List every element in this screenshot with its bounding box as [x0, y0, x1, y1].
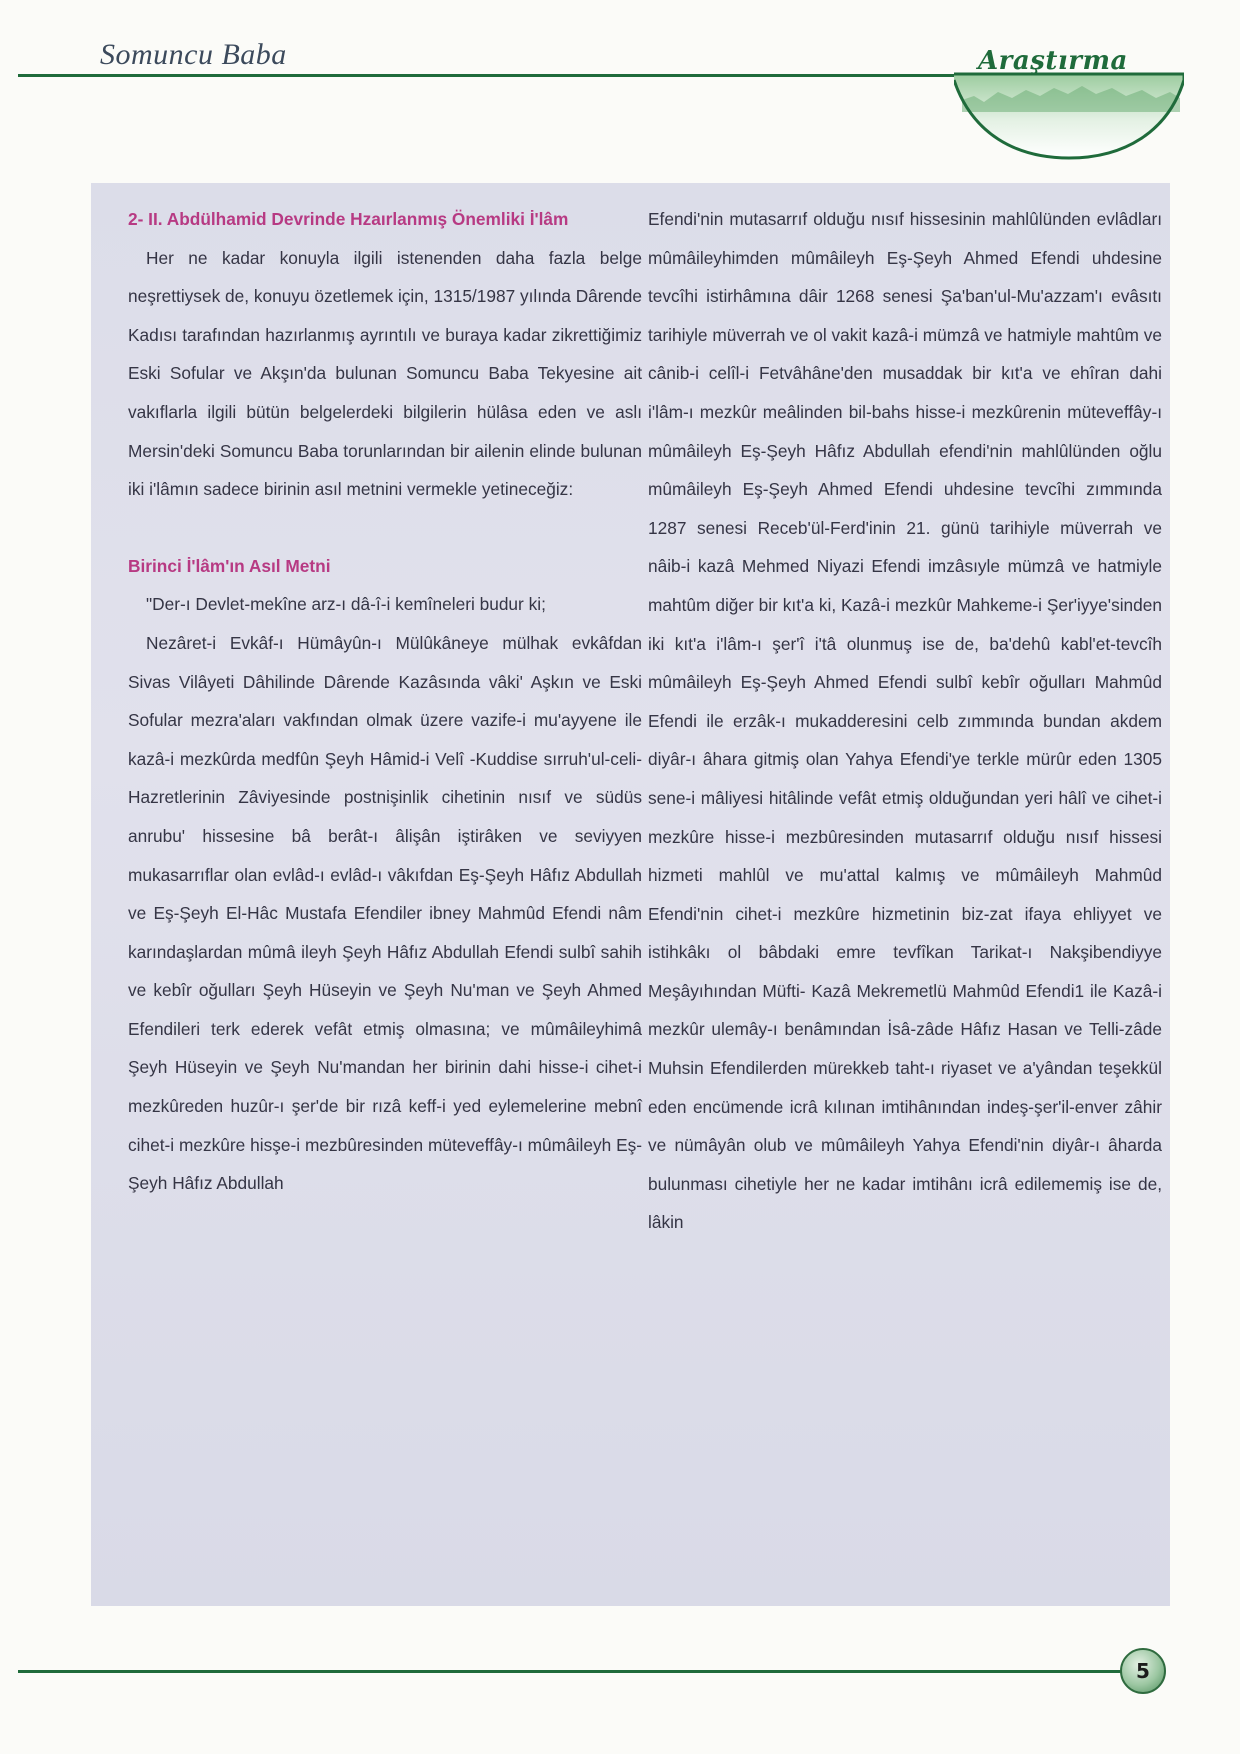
quote-opening-paragraph: "Der-ı Devlet-mekîne arz-ı dâ-î-i kemîneleri budur ki; [146, 594, 546, 615]
right-column [648, 200, 1162, 1242]
section-label: Araştırma [978, 46, 1128, 76]
intro-paragraph: Her ne kadar konuyla ilgili istenenden daha fazla belge neşrettiysek de, konuyu özetlemek için, 1315/1987 yılında Dârende Kadısı tarafından hazırlanmış ayrıntılı ve buraya kadar zikrettiğimiz Eski Sofular ve Akşın'da bulunan Somuncu Baba Tekyesine ait vakıflarla ilgili bütün belgelerdeki bilgilerin hülâsa eden ve aslı Mersin'deki Somuncu Baba torunlarından bir ailenin elinde bulunan iki i'lâmın sadece birinin asıl metnini vermekle yetineceğiz: [128, 247, 642, 500]
subsection-heading: Birinci İ'lâm'ın Asıl Metni [128, 555, 331, 576]
document-body-paragraph: Nezâret-i Evkâf-ı Hümâyûn-ı Mülûkâneye mülhak evkâfdan Sivas Vilâyeti Dâhilinde Dârende Kazâsında vâki' Aşkın ve Eski Sofular mezra'aları vakfından olmak üzere vazife-i mu'ayyene ile kazâ-i mezkûrda medfûn Şeyh Hâmid-i Velî -Kuddise sırruh'ul-celi-Hazretlerinin Zâviyesinde postnişinlik cihetinin nısıf ve südüs anrubu' hissesine bâ berât-ı âlişân iştirâken ve seviyyen mukasarrıflar olan evlâd-ı evlâd-ı vâkıfdan Eş-Şeyh Hâfız Abdullah ve Eş-Şeyh El-Hâc Mustafa Efendiler ibney Mahmûd Efendi nâm karındaşlardan mûmâ ileyh Şeyh Hâfız Abdullah Efendi sulbî sahih ve kebîr oğulları Şeyh Hüseyin ve Şeyh Nu'man ve Şeyh Ahmed Efendileri terk ederek vefât etmiş olmasına; ve mûmâileyhimâ Şeyh Hüseyin ve Şeyh Nu'mandan her birinin dahi hisse-i cihet-i mezkûreden huzûr-ı şer'de bir rızâ keff-i yed eylemelerine mebnî cihet-i mezkûre hisşe-i mezbûresinden müteveffây-ı mûmâileyh Eş-Şeyh Hâfız Abdullah [128, 632, 642, 1194]
continued-paragraph: Efendi'nin mutasarrıf olduğu nısıf hissesinin mahlûlünden evlâdları mûmâileyhimden mûmâileyh Eş-Şeyh Ahmed Efendi uhdesine tevcîhi istirhâmına dâir 1268 senesi Şa'ban'ul-Mu'azzam'ı evâsıtı tarihiyle müverrah ve ol vakit kazâ-i mümzâ ve hatmiyle mahtûm ve cânib-i celîl-i Fetvâhâne'den musaddak bir kıt'a ve ehîran dahi i'lâm-ı mezkûr meâlinden bil-bahs hisse-i mezkûrenin müteveffây-ı mûmâileyh Eş-Şeyh Hâfız Abdullah efendi'nin mahlûlünden oğlu mûmâileyh Eş-Şeyh Ahmed Efendi uhdesine tevcîhi zımmında 1287 senesi Receb'ül-Ferd'inin 21. günü tarihiyle müverrah ve nâib-i kazâ Mehmed Niyazi Efendi imzâsıyle mümzâ ve hatmiyle mahtûm diğer bir kıt'a ki, Kazâ-i mezkûr Mahkeme-i Şer'iyye'sinden iki kıt'a i'lâm-ı şer'î i'tâ olunmuş ise de, ba'dehû kabl'et-tevcîh mûmâileyh Eş-Şeyh Ahmed Efendi sulbî kebîr oğulları Mahmûd Efendi ile erzâk-ı mukadderesini celb zımmında bundan akdem diyâr-ı âhara gitmiş olan Yahya Efendi'ye terkle mürûr eden 1305 sene-i mâliyesi hitâlinde vefât etmiş olduğundan yeri hâlî ve cihet-i mezkûre hisse-i mezbûresinden mutasarrıf olduğu nısıf hissesi hizmeti mahlûl ve mu'attal kalmış ve mûmâileyh Mahmûd Efendi'nin cihet-i mezkûre hizmetinin biz-zat ifaya ehliyyet ve istihkâkı ol bâbdaki emre tevfîkan Tarikat-ı Nakşibendiyye Meşâyıhından Müfti- Kazâ Mekremetlü Mahmûd Efendi1 ile Kazâ-i mezkûr ulemây-ı benâmından İsâ-zâde Hâfız Hasan ve Telli-zâde Muhsin Efendilerden mürekkeb taht-ı riyaset ve a'yândan teşekkül eden encümende icrâ kılınan imtihânından indeş-şer'il-enver zâhir ve nümâyân olub ve mûmâileyh Yahya Efendi'nin diyâr-ı âharda bulunması cihetiyle her ne kadar imtihânı icrâ edilememiş ise de, lâkin [648, 209, 1162, 1233]
page-number: 5 [1120, 1648, 1166, 1694]
header-title: Somuncu Baba [100, 38, 287, 71]
spacer [128, 509, 642, 547]
header-rule [18, 74, 978, 77]
footer-rule [18, 1670, 1128, 1673]
section-heading: 2- II. Abdülhamid Devrinde Hzaırlanmış Önemliki İ'lâm [128, 209, 569, 229]
left-column [128, 200, 642, 1203]
